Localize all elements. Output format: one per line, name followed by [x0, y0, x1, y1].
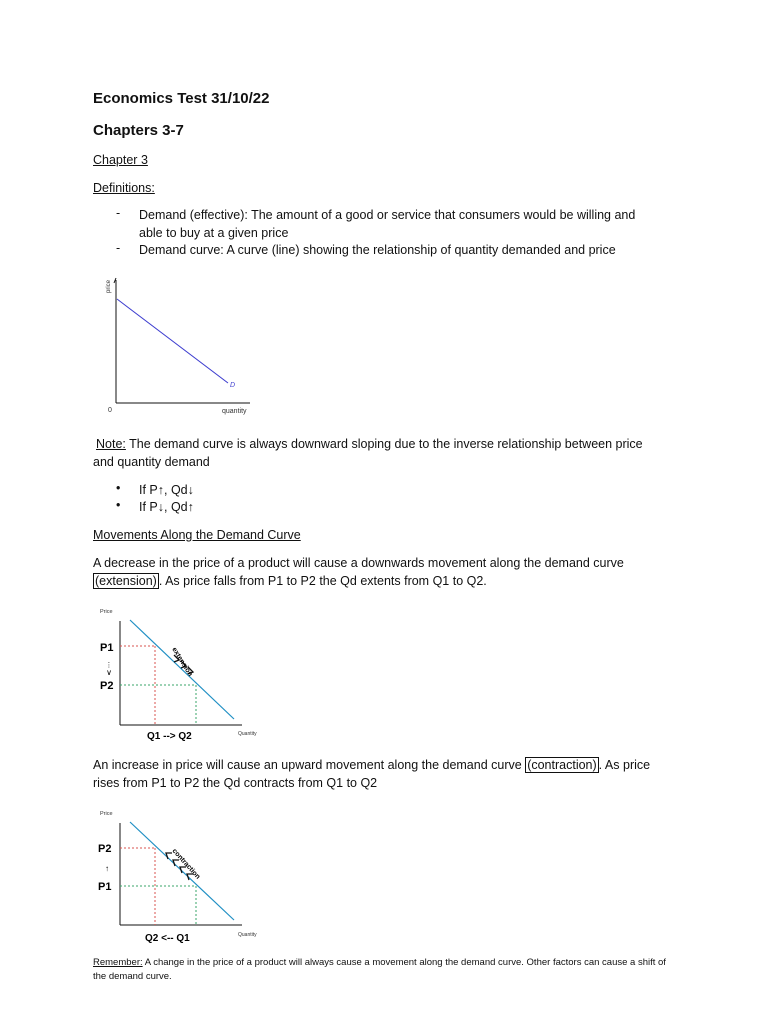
curve-label-d: D [230, 382, 236, 389]
extension-line2 [93, 572, 487, 590]
definition-2: Demand curve: A curve (line) showing the relationship of quantity demanded and price [139, 243, 616, 257]
contraction-line1 [93, 756, 650, 774]
p2-label: P2 [98, 843, 112, 855]
p2-label: P2 [100, 680, 114, 692]
contraction-term: (contraction) [527, 758, 597, 772]
remember-label: Remember: [93, 957, 143, 968]
demand-curve-graph [100, 275, 260, 420]
definitions-heading: Definitions: [93, 181, 155, 195]
bullet-item: If P↑, Qd↓ [139, 483, 194, 497]
definition-1-line2: able to buy at a given price [139, 226, 289, 240]
price-axis-label: Price [100, 609, 113, 615]
note-line1 [93, 435, 643, 453]
chapter-heading: Chapter 3 [93, 153, 148, 167]
contraction-curve-text: contraction [170, 847, 202, 881]
p1-label: P1 [98, 881, 112, 893]
quantity-axis-label: Quantity [238, 932, 257, 938]
extension-rest: . As price falls from P1 to P2 the Qd extents from Q1 to Q2. [158, 574, 487, 588]
quantity-axis-label: quantity [222, 408, 247, 415]
contraction-line2: rises from P1 to P2 the Qd contracts from Q1 to Q2 [93, 776, 378, 790]
doc-subtitle: Chapters 3-7 [93, 122, 184, 139]
dash-marker: - [116, 241, 121, 255]
note-text: The demand curve is always downward sloping due to the inverse relationship between price [125, 437, 643, 451]
contraction-graph [92, 805, 272, 950]
q-labels: Q1 --> Q2 [147, 731, 192, 742]
extension-curve-text: extension [170, 646, 194, 678]
remember-line2: the demand curve. [93, 971, 172, 982]
down-arrow-icon: ∨ [106, 668, 112, 677]
note-label: Note: [96, 437, 126, 451]
origin-label: 0 [108, 407, 112, 414]
note-line2: and quantity demand [93, 455, 210, 469]
down-arrow-icon: ⋮ [105, 662, 113, 669]
definition-1-line1: Demand (effective): The amount of a good or service that consumers would be willing and [139, 208, 636, 222]
quantity-axis-label: Quantity [238, 731, 257, 737]
price-axis-label: price [106, 279, 112, 293]
p1-label: P1 [100, 642, 114, 654]
price-axis-label: Price [100, 811, 113, 817]
bullet-item: If P↓, Qd↑ [139, 500, 194, 514]
demand-curve-line [117, 299, 228, 383]
remember-text: A change in the price of a product will always cause a movement along the demand curve. Other factors can cause a shift of [142, 957, 666, 968]
dash-marker: - [116, 206, 121, 220]
bullet-dot: • [116, 498, 121, 512]
remember-line1 [93, 956, 666, 970]
demand-curve-line [130, 620, 234, 719]
extension-graph [92, 603, 272, 748]
extension-line1: A decrease in the price of a product will cause a downwards movement along the demand curve [93, 556, 624, 570]
bullet-dot: • [116, 481, 121, 495]
extension-term: (extension) [95, 574, 157, 588]
q-labels: Q2 <-- Q1 [145, 933, 190, 944]
up-arrow-icon: ↑ [105, 864, 109, 873]
movements-heading: Movements Along the Demand Curve [93, 528, 301, 542]
contraction-text-post: . As price [598, 758, 651, 772]
contraction-text-pre: An increase in price will cause an upward movement along the demand curve [93, 758, 526, 772]
doc-title: Economics Test 31/10/22 [93, 90, 270, 107]
